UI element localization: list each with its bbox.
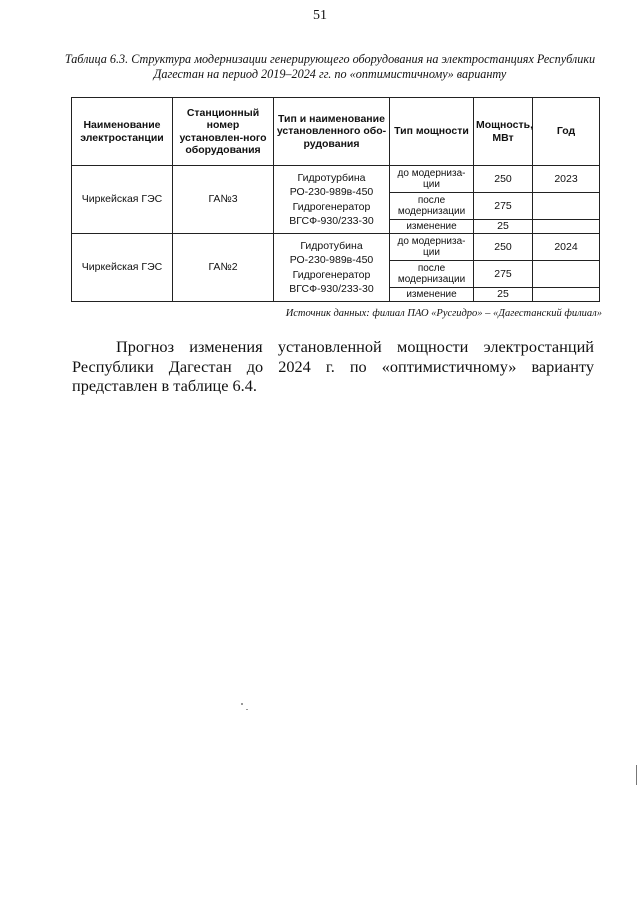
scan-speck bbox=[246, 709, 248, 710]
power-type-cell: после модернизации bbox=[390, 193, 474, 220]
year-cell bbox=[533, 288, 600, 302]
equipment-line: ВГСФ-930/233-30 bbox=[289, 283, 374, 295]
table-row bbox=[72, 234, 600, 261]
equipment-line: Гидротубина bbox=[300, 239, 363, 252]
equipment-line: РО-230-989в-450 bbox=[289, 254, 374, 266]
equipment-cell bbox=[274, 234, 390, 302]
year-cell bbox=[533, 220, 600, 234]
header-power-type: Тип мощности bbox=[390, 98, 474, 166]
scan-speck bbox=[241, 703, 243, 705]
equipment-cell bbox=[274, 166, 390, 234]
table-row bbox=[72, 166, 600, 193]
year-cell: 2024 bbox=[533, 234, 600, 261]
station-cell: Чиркейская ГЭС bbox=[72, 166, 173, 234]
data-source-note: Источник данных: филиал ПАО «Русгидро» – «Дагестанский филиал» bbox=[285, 308, 602, 319]
year-cell bbox=[533, 261, 600, 288]
page-number: 51 bbox=[313, 8, 327, 23]
table-header-row bbox=[72, 98, 600, 166]
body-paragraph: Прогноз изменения установленной мощности электростанций Республики Дагестан до 2024 г. по «оптимистичному» варианту представлен в таблице 6.4. bbox=[72, 337, 594, 395]
equipment-line: Гидрогенератор bbox=[292, 200, 371, 213]
power-cell: 25 bbox=[474, 288, 533, 302]
station-cell: Чиркейская ГЭС bbox=[72, 234, 173, 302]
power-cell: 275 bbox=[474, 261, 533, 288]
header-equipment: Тип и наименование установленного обо-рудования bbox=[274, 98, 390, 166]
power-cell: 250 bbox=[474, 234, 533, 261]
modernization-table bbox=[71, 97, 600, 302]
header-power: Мощность, МВт bbox=[474, 98, 533, 166]
year-cell: 2023 bbox=[533, 166, 600, 193]
power-cell: 275 bbox=[474, 193, 533, 220]
power-type-cell: изменение bbox=[390, 288, 474, 302]
unit-cell: ГА№3 bbox=[173, 166, 274, 234]
header-year: Год bbox=[533, 98, 600, 166]
power-type-cell: изменение bbox=[390, 220, 474, 234]
header-station: Наименование электростанции bbox=[72, 98, 173, 166]
equipment-line: ВГСФ-930/233-30 bbox=[289, 215, 374, 227]
scan-speck bbox=[636, 765, 637, 785]
power-cell: 250 bbox=[474, 166, 533, 193]
power-type-cell: до модерниза-ции bbox=[390, 234, 474, 261]
table-caption: Таблица 6.3. Структура модернизации генерирующего оборудования на электростанциях Республики Дагестан на период 2019–2024 гг. по «оптимистичному» варианту bbox=[64, 52, 596, 81]
unit-cell: ГА№2 bbox=[173, 234, 274, 302]
equipment-line: Гидрогенератор bbox=[292, 268, 371, 281]
year-cell bbox=[533, 193, 600, 220]
equipment-line: Гидротурбина bbox=[297, 171, 366, 184]
power-type-cell: до модерниза-ции bbox=[390, 166, 474, 193]
equipment-line: РО-230-989в-450 bbox=[289, 186, 374, 198]
power-type-cell: после модернизации bbox=[390, 261, 474, 288]
header-unit-number: Станционный номер установлен-ного оборудования bbox=[173, 98, 274, 166]
power-cell: 25 bbox=[474, 220, 533, 234]
